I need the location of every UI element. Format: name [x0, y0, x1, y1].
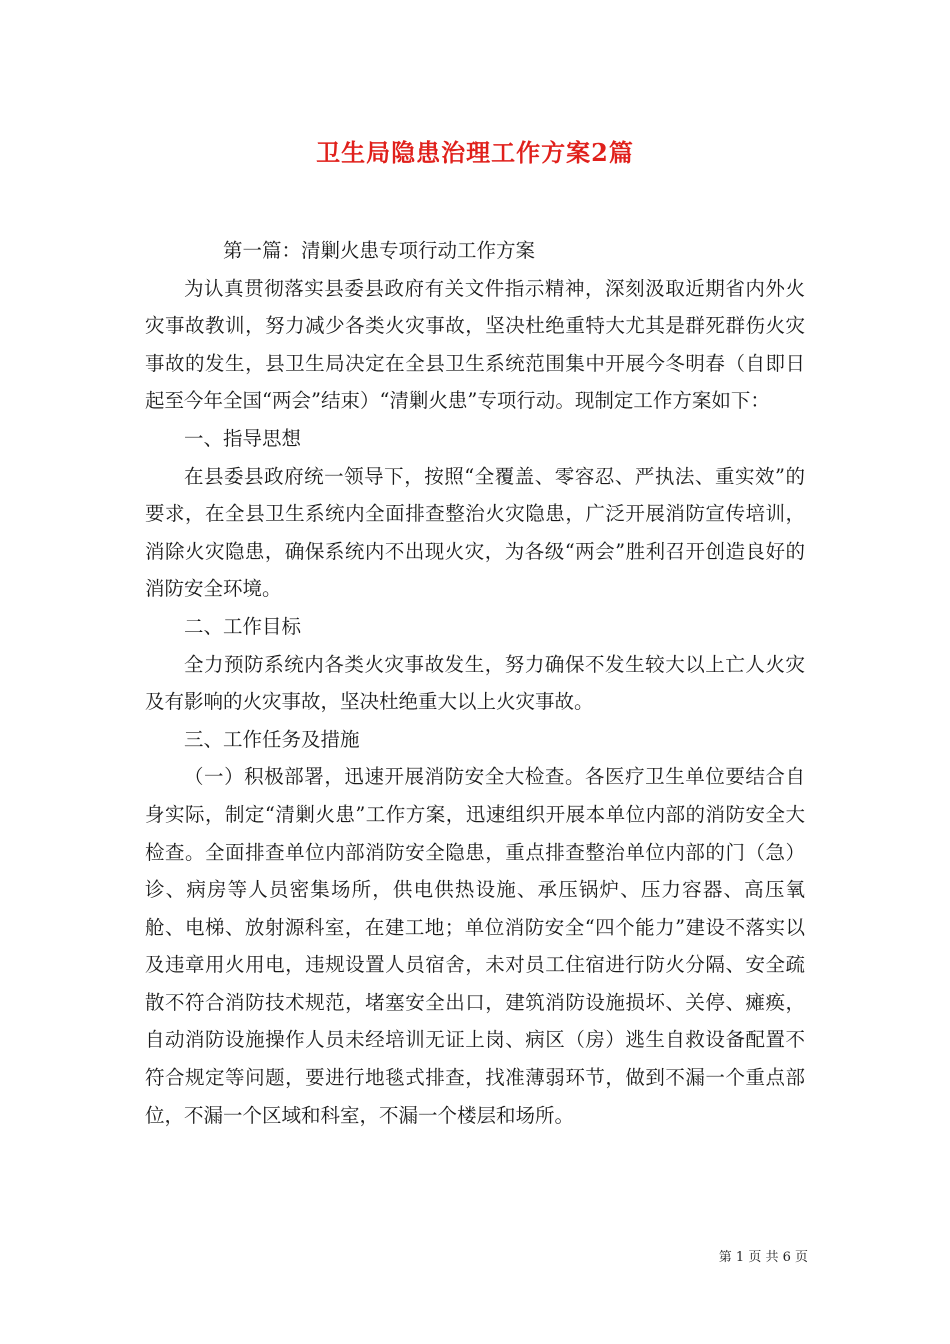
heading-guiding-ideology: 一、指导思想 [184, 426, 302, 450]
paragraph-guiding-ideology: 在县委县政府统一领导下，按照“全覆盖、零容忍、严执法、重实效”的要求，在全县卫生系统内全面排查整治火灾隐患，广泛开展消防宣传培训，消除火灾隐患，确保系统内不出现火灾，为各级“两会”胜利召开创造良好的消防安全环境。 [145, 464, 805, 601]
section-title: 第一篇：清剿火患专项行动工作方案 [223, 239, 536, 262]
heading-tasks-measures: 三、工作任务及措施 [184, 727, 360, 751]
paragraph-work-goals: 全力预防系统内各类火灾事故发生，努力确保不发生较大以上亡人火灾及有影响的火灾事故，坚决杜绝重大以上火灾事故。 [145, 652, 805, 714]
intro-paragraph: 为认真贯彻落实县委县政府有关文件指示精神，深刻汲取近期省内外火灾事故教训，努力减少各类火灾事故，坚决杜绝重特大尤其是群死群伤火灾事故的发生，县卫生局决定在全县卫生系统范围集中开展今冬明春（自即日起至今年全国“两会”结束）“清剿火患”专项行动。现制定工作方案如下： [145, 276, 805, 413]
document-title: 卫生局隐患治理工作方案2篇 [316, 138, 634, 167]
document-body [145, 232, 805, 1134]
page-footer: 第 1 页 共 6 页 [718, 1250, 808, 1265]
heading-work-goals: 二、工作目标 [184, 614, 302, 638]
paragraph-tasks-measures: （一）积极部署，迅速开展消防安全大检查。各医疗卫生单位要结合自身实际，制定“清剿火患”工作方案，迅速组织开展本单位内部的消防安全大检查。全面排查单位内部消防安全隐患，重点排查整治单位内部的门（急）诊、病房等人员密集场所，供电供热设施、承压锅炉、压力容器、高压氧舱、电梯、放射源科室，在建工地；单位消防安全“四个能力”建设不落实以及违章用火用电，违规设置人员宿舍，未对员工住宿进行防火分隔、安全疏散不符合消防技术规范，堵塞安全出口，建筑消防设施损坏、关停、瘫痪，自动消防设施操作人员未经培训无证上岗、病区（房）逃生自救设备配置不符合规定等问题，要进行地毯式排查，找准薄弱环节，做到不漏一个重点部位，不漏一个区域和科室，不漏一个楼层和场所。 [145, 765, 805, 1127]
